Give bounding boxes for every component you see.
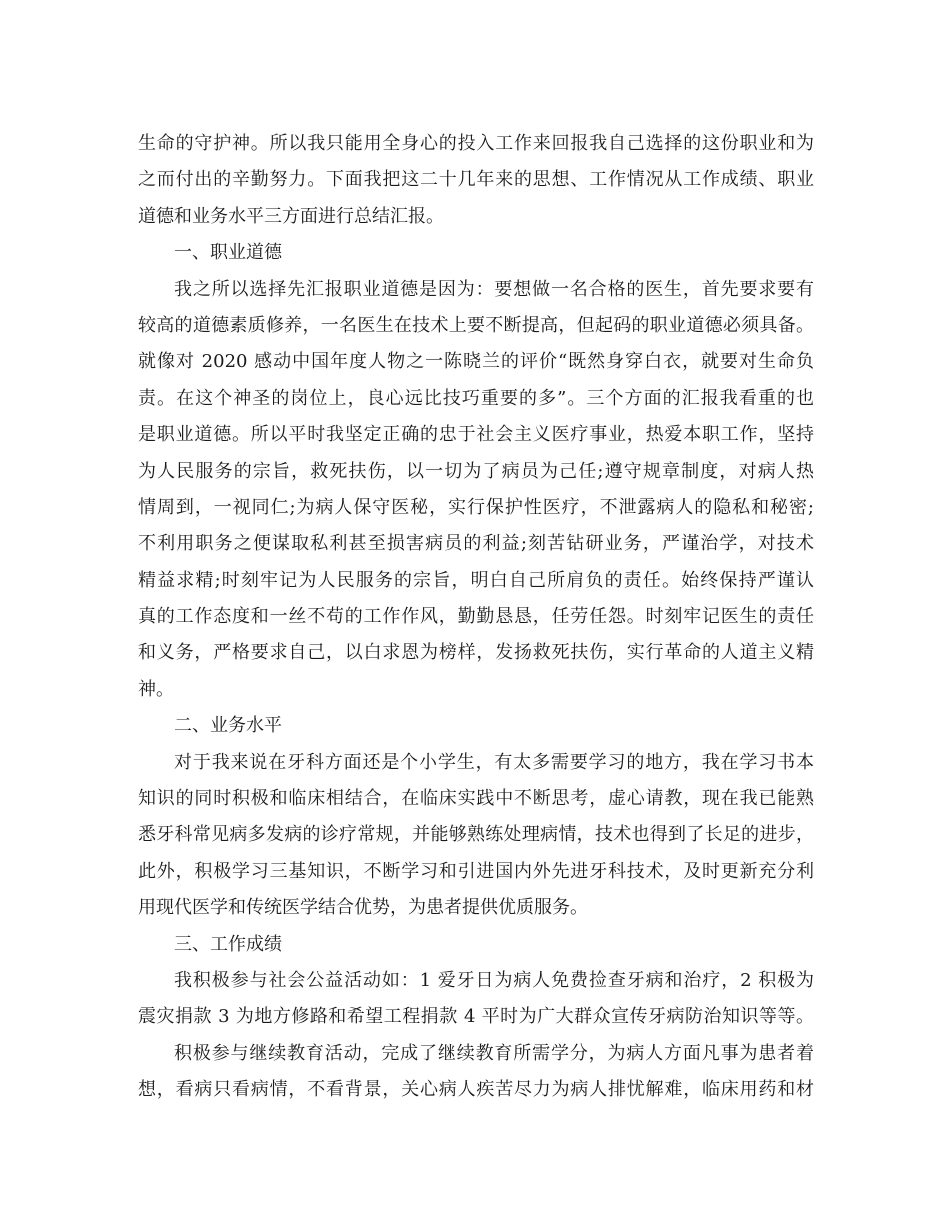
- text-line: 是职业道德。所以平时我坚定正确的忠于社会主义医疗事业，热爱本职工作，坚持: [138, 424, 814, 446]
- text-line: 三、工作成绩: [174, 933, 282, 955]
- text-line: 生命的守护神。所以我只能用全身心的投入工作来回报我自己选择的这份职业和为: [138, 133, 814, 154]
- text-line: 神。: [138, 678, 174, 700]
- text-line: 道德和业务水平三方面进行总结汇报。: [138, 205, 444, 227]
- text-line: 真的工作态度和一丝不苟的工作作风，勤勤恳恳，任劳任怨。时刻牢记医生的责任: [138, 606, 814, 628]
- text-line: 为人民服务的宗旨，救死扶伤，以一切为了病员为己任;遵守规章制度，对病人热: [138, 460, 814, 482]
- text-line: 知识的同时积极和临床相结合，在临床实践中不断思考，虚心请教，现在我已能熟: [138, 788, 814, 810]
- text-line: 二、业务水平: [174, 715, 282, 737]
- text-line: 就像对 2020 感动中国年度人物之一陈晓兰的评价“既然身穿白衣，就要对生命负: [138, 351, 814, 373]
- text-line: 想，看病只看病情，不看背景，关心病人疾苦尽力为病人排忧解难，临床用药和材: [138, 1079, 814, 1101]
- text-line: 我积极参与社会公益活动如：1 爱牙日为病人免费捡查牙病和治疗，2 积极为: [174, 969, 814, 991]
- text-line: 对于我来说在牙科方面还是个小学生，有太多需要学习的地方，我在学习书本: [174, 751, 814, 773]
- text-line: 和义务，严格要求自己，以白求恩为榜样，发扬救死扶伤，实行革命的人道主义精: [138, 642, 814, 664]
- text-line: 责。在这个神圣的岗位上，良心远比技巧重要的多”。三个方面的汇报我看重的也: [138, 387, 814, 409]
- text-line: 之而付出的辛勤努力。下面我把这二十几年来的思想、工作情况从工作成绩、职业: [138, 169, 814, 191]
- text-line: 不利用职务之便谋取私利甚至损害病员的利益;刻苦钻研业务，严谨治学，对技术: [138, 533, 814, 555]
- text-line: 精益求精;时刻牢记为人民服务的宗旨，明白自己所肩负的责任。始终保持严谨认: [138, 569, 814, 591]
- text-line: 悉牙科常见病多发病的诊疗常规，并能够熟练处理病情，技术也得到了长足的进步，: [138, 824, 814, 846]
- document-body: [138, 126, 814, 1109]
- text-line: 积极参与继续教育活动，完成了继续教育所需学分，为病人方面凡事为患者着: [174, 1042, 814, 1064]
- text-line: 情周到，一视同仁;为病人保守医秘，实行保护性医疗，不泄露病人的隐私和秘密;: [138, 496, 814, 518]
- text-line: 较高的道德素质修养，一名医生在技术上要不断提高，但起码的职业道德必须具备。: [138, 314, 814, 336]
- text-line: 我之所以选择先汇报职业道德是因为：要想做一名合格的医生，首先要求要有: [174, 278, 814, 300]
- text-line: 此外，积极学习三基知识，不断学习和引进国内外先进牙科技术，及时更新充分利: [138, 860, 814, 882]
- text-line: 一、职业道德: [174, 242, 282, 264]
- text-line: 用现代医学和传统医学结合优势，为患者提供优质服务。: [138, 897, 588, 919]
- text-line: 震灾捐款 3 为地方修路和希望工程捐款 4 平时为广大群众宣传牙病防治知识等等。: [138, 1006, 814, 1028]
